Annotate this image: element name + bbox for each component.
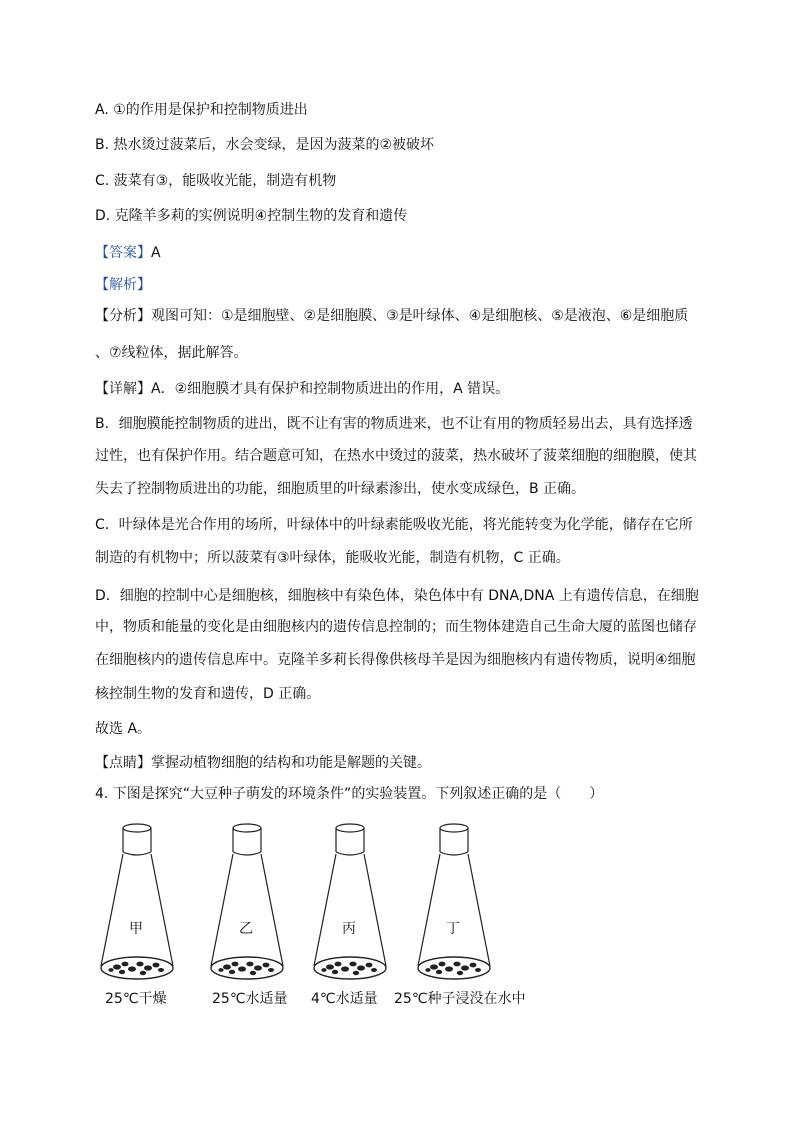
flask-label-jia: 甲 [129, 921, 143, 937]
detail-b-3: 失去了控制物质进出的功能，细胞质里的叶绿素渗出，使水变成绿色，B 正确。 [95, 481, 586, 497]
detail-d-3: 在细胞核内的遗传信息库中。克隆羊多莉长得像供核母羊是因为细胞核内有遗传物质，说明④细胞 [95, 652, 696, 668]
detail-c-1: C．叶绿体是光合作用的场所，叶绿体中的叶绿素能吸收光能，将光能转变为化学能，储存在它所 [95, 517, 693, 533]
option-a: A. ①的作用是保护和控制物质进出 [95, 102, 308, 118]
question-4: 4. 下图是探究“大豆种子萌发的环境条件”的实验装置。下列叙述正确的是（ ） [95, 786, 604, 802]
detail-a: 【详解】A．②细胞膜才具有保护和控制物质进出的作用，A 错误。 [95, 381, 510, 397]
flask-yi [211, 824, 283, 979]
key-point-line: 【点睛】掌握动植物细胞的结构和功能是解题的关键。 [95, 755, 431, 771]
detail-c-2: 制造的有机物中；所以菠菜有③叶绿体，能吸收光能，制造有机物，C 正确。 [95, 550, 570, 566]
choose-line: 故选 A。 [95, 721, 152, 737]
flask-label-yi: 乙 [239, 921, 253, 937]
detail-d-1: D．细胞的控制中心是细胞核，细胞核中有染色体，染色体中有 DNA,DNA 上有遗传信息，在细胞 [95, 588, 699, 604]
flask-jia [101, 824, 173, 979]
analysis-line-1: 【分析】观图可知：①是细胞壁、②是细胞膜、③是叶绿体、④是细胞核、⑤是液泡、⑥是细胞质 [95, 308, 689, 324]
option-b: B. 热水烫过菠菜后，水会变绿，是因为菠菜的②被破坏 [95, 137, 435, 153]
detail-d-2: 中，物质和能量的变化是由细胞核内的遗传信息控制的；而生物体建造自己生命大厦的蓝图也储存 [95, 619, 697, 635]
detail-b-2: 过性，也有保护作用。结合题意可知，在热水中烫过的菠菜，热水破坏了菠菜细胞的细胞膜，使其 [95, 448, 697, 464]
detail-b-1: B．细胞膜能控制物质的进出，既不让有害的物质进来，也不让有用的物质轻易出去，具有选择透 [95, 416, 693, 432]
flask-figure [95, 818, 555, 1018]
answer-line [95, 243, 161, 263]
analysis-tag: 【解析】 [95, 277, 151, 293]
option-d: D. 克隆羊多莉的实例说明④控制生物的发育和遗传 [95, 208, 408, 224]
flask-ding [418, 824, 490, 979]
detail-d-4: 核控制生物的发育和遗传，D 正确。 [95, 686, 321, 702]
flask-caption-bing: 4℃水适量 [311, 991, 378, 1007]
flask-label-ding: 丁 [446, 921, 460, 937]
flask-caption-yi: 25℃水适量 [212, 991, 288, 1007]
flask-caption-ding: 25℃种子浸没在水中 [394, 991, 526, 1007]
flask-bing [314, 824, 386, 979]
flask-caption-jia: 25℃干燥 [105, 991, 167, 1007]
flask-label-bing: 丙 [342, 921, 356, 937]
answer-value: A [151, 245, 161, 261]
option-c: C. 菠菜有③，能吸收光能，制造有机物 [95, 173, 337, 189]
answer-tag: 【答案】 [95, 245, 151, 261]
analysis-line-2: 、⑦线粒体，据此解答。 [95, 345, 248, 361]
